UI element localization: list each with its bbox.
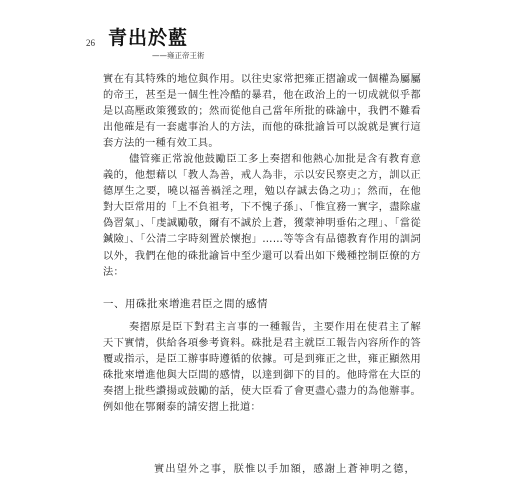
- book-subtitle: ——雍正帝王術: [152, 51, 205, 60]
- body-paragraph-1: 實在有其特殊的地位與作用。以往史家常把雍正摺諭或一個權為屬屬的帝王，甚至是一個生性冷酷的暴君，他在政治上的一切成就似乎都是以高壓政策獲致的；然而從他自己當年所批的硃諭中，我們不難看出他確是有一套處事治人的方法，而他的硃批諭旨可以說就是實行這套方法的一種有效工具。: [103, 74, 421, 150]
- quotation: 實出望外之事，朕惟以手加額，感謝上蒼神明之德，: [154, 464, 416, 475]
- book-title: 青出於藍: [108, 27, 189, 49]
- page-number: 26: [86, 38, 95, 48]
- body-paragraph-3: 奏摺原是臣下對君主言事的一種報告，主要作用在使君主了解天下實情，供給各項參考資料。硃批是君主就臣工報告內容所作的答覆或指示，是臣工辦事時遵循的依據。可是到雍正之世，雍正顯然用硃批來增進他與大臣間的感情，以達到御下的目的。他時常在大臣的奏摺上批些讚揚或鼓勵的話，使大臣看了會更盡心盡力的為他辦事。例如他在鄂爾泰的請安摺上批道：: [103, 322, 421, 414]
- body-paragraph-2: 儘管雍正常說他鼓勵臣工多上奏摺和他熱心加批是含有教育意義的，他想藉以「教人為善，戒人為非，示以安民察吏之方，訓以正德厚生之要，曉以福善禍淫之理，勉以存誠去偽之功」；然而，在他對大臣常用的「上不負祖考，下不愧子孫」、「惟宜務一實字，盡除虛偽習氣」、「虔誠勵敬，爾有不誠於上蒼，獲蒙神明垂佑之理」、「當從鍼險」、「公清二字時刻置於懷抱」……等等含有品德教育作用的訓詞以外，我們在他的硃批諭旨中至少還可以看出如下幾種控制臣僚的方法：: [103, 154, 421, 278]
- book-title-logo: [108, 27, 205, 60]
- section-heading: 一、用硃批來增進君臣之間的感情: [103, 298, 268, 310]
